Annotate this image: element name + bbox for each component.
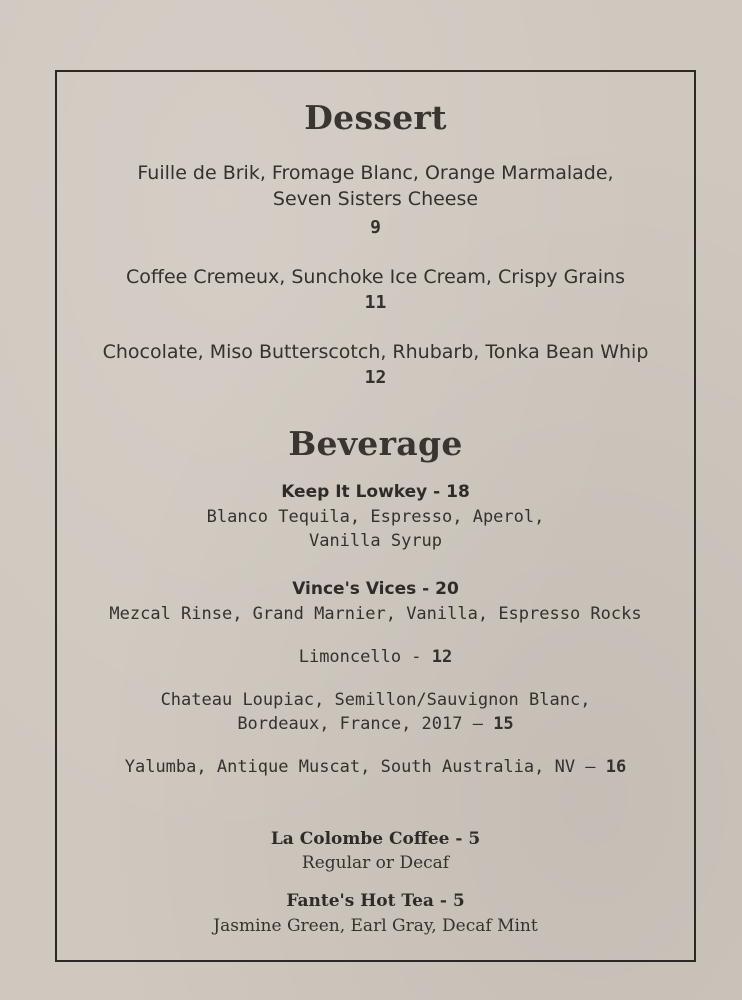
dessert-item-1-line-2: Seven Sisters Cheese [272, 188, 479, 210]
beverage-item-3 [57, 645, 694, 669]
coffee-title: La Colombe Coffee - 5 [270, 829, 481, 849]
dessert-item-2-price: 11 [364, 292, 387, 313]
dessert-item-1-price: 9 [370, 217, 381, 238]
tea-desc: Jasmine Green, Earl Gray, Decaf Mint [213, 916, 538, 936]
dessert-item-3-line-1: Chocolate, Miso Butterscotch, Rhubarb, Tonka Bean Whip [102, 341, 649, 363]
beverage-item-1-desc-2: Vanilla Syrup [308, 531, 443, 551]
dessert-item-2-line-1: Coffee Cremeux, Sunchoke Ice Cream, Crispy Grains [126, 266, 625, 288]
beverage-item-4-line-1: Chateau Loupiac, Semillon/Sauvignon Blanc, [160, 690, 591, 710]
coffee-desc: Regular or Decaf [301, 853, 450, 873]
dessert-heading: Dessert [304, 98, 447, 137]
dessert-item-1-line-1: Fuille de Brik, Fromage Blanc, Orange Marmalade, [137, 162, 614, 184]
tea-title: Fante's Hot Tea - 5 [286, 891, 465, 911]
beverage-item-3-price: 12 [431, 647, 453, 667]
menu-frame [55, 70, 696, 962]
beverage-item-3-name: Limoncello - [298, 647, 432, 667]
beverage-item-4-line-2 [57, 712, 694, 736]
dessert-item-3-price: 12 [364, 367, 387, 388]
beverage-heading: Beverage [288, 424, 463, 463]
beverage-item-5 [57, 755, 694, 779]
beverage-item-4-price: 15 [493, 714, 514, 734]
beverage-item-5-price: 16 [605, 757, 627, 777]
beverage-item-1-title: Keep It Lowkey - 18 [281, 482, 470, 502]
beverage-item-2-desc: Mezcal Rinse, Grand Marnier, Vanilla, Espresso Rocks [109, 604, 642, 624]
beverage-item-5-text: Yalumba, Antique Muscat, South Australia, NV – [124, 757, 606, 777]
beverage-item-1-desc-1: Blanco Tequila, Espresso, Aperol, [206, 507, 545, 527]
beverage-item-2-title: Vince's Vices - 20 [292, 579, 459, 599]
beverage-item-4-line-2-text: Bordeaux, France, 2017 – [237, 714, 494, 734]
